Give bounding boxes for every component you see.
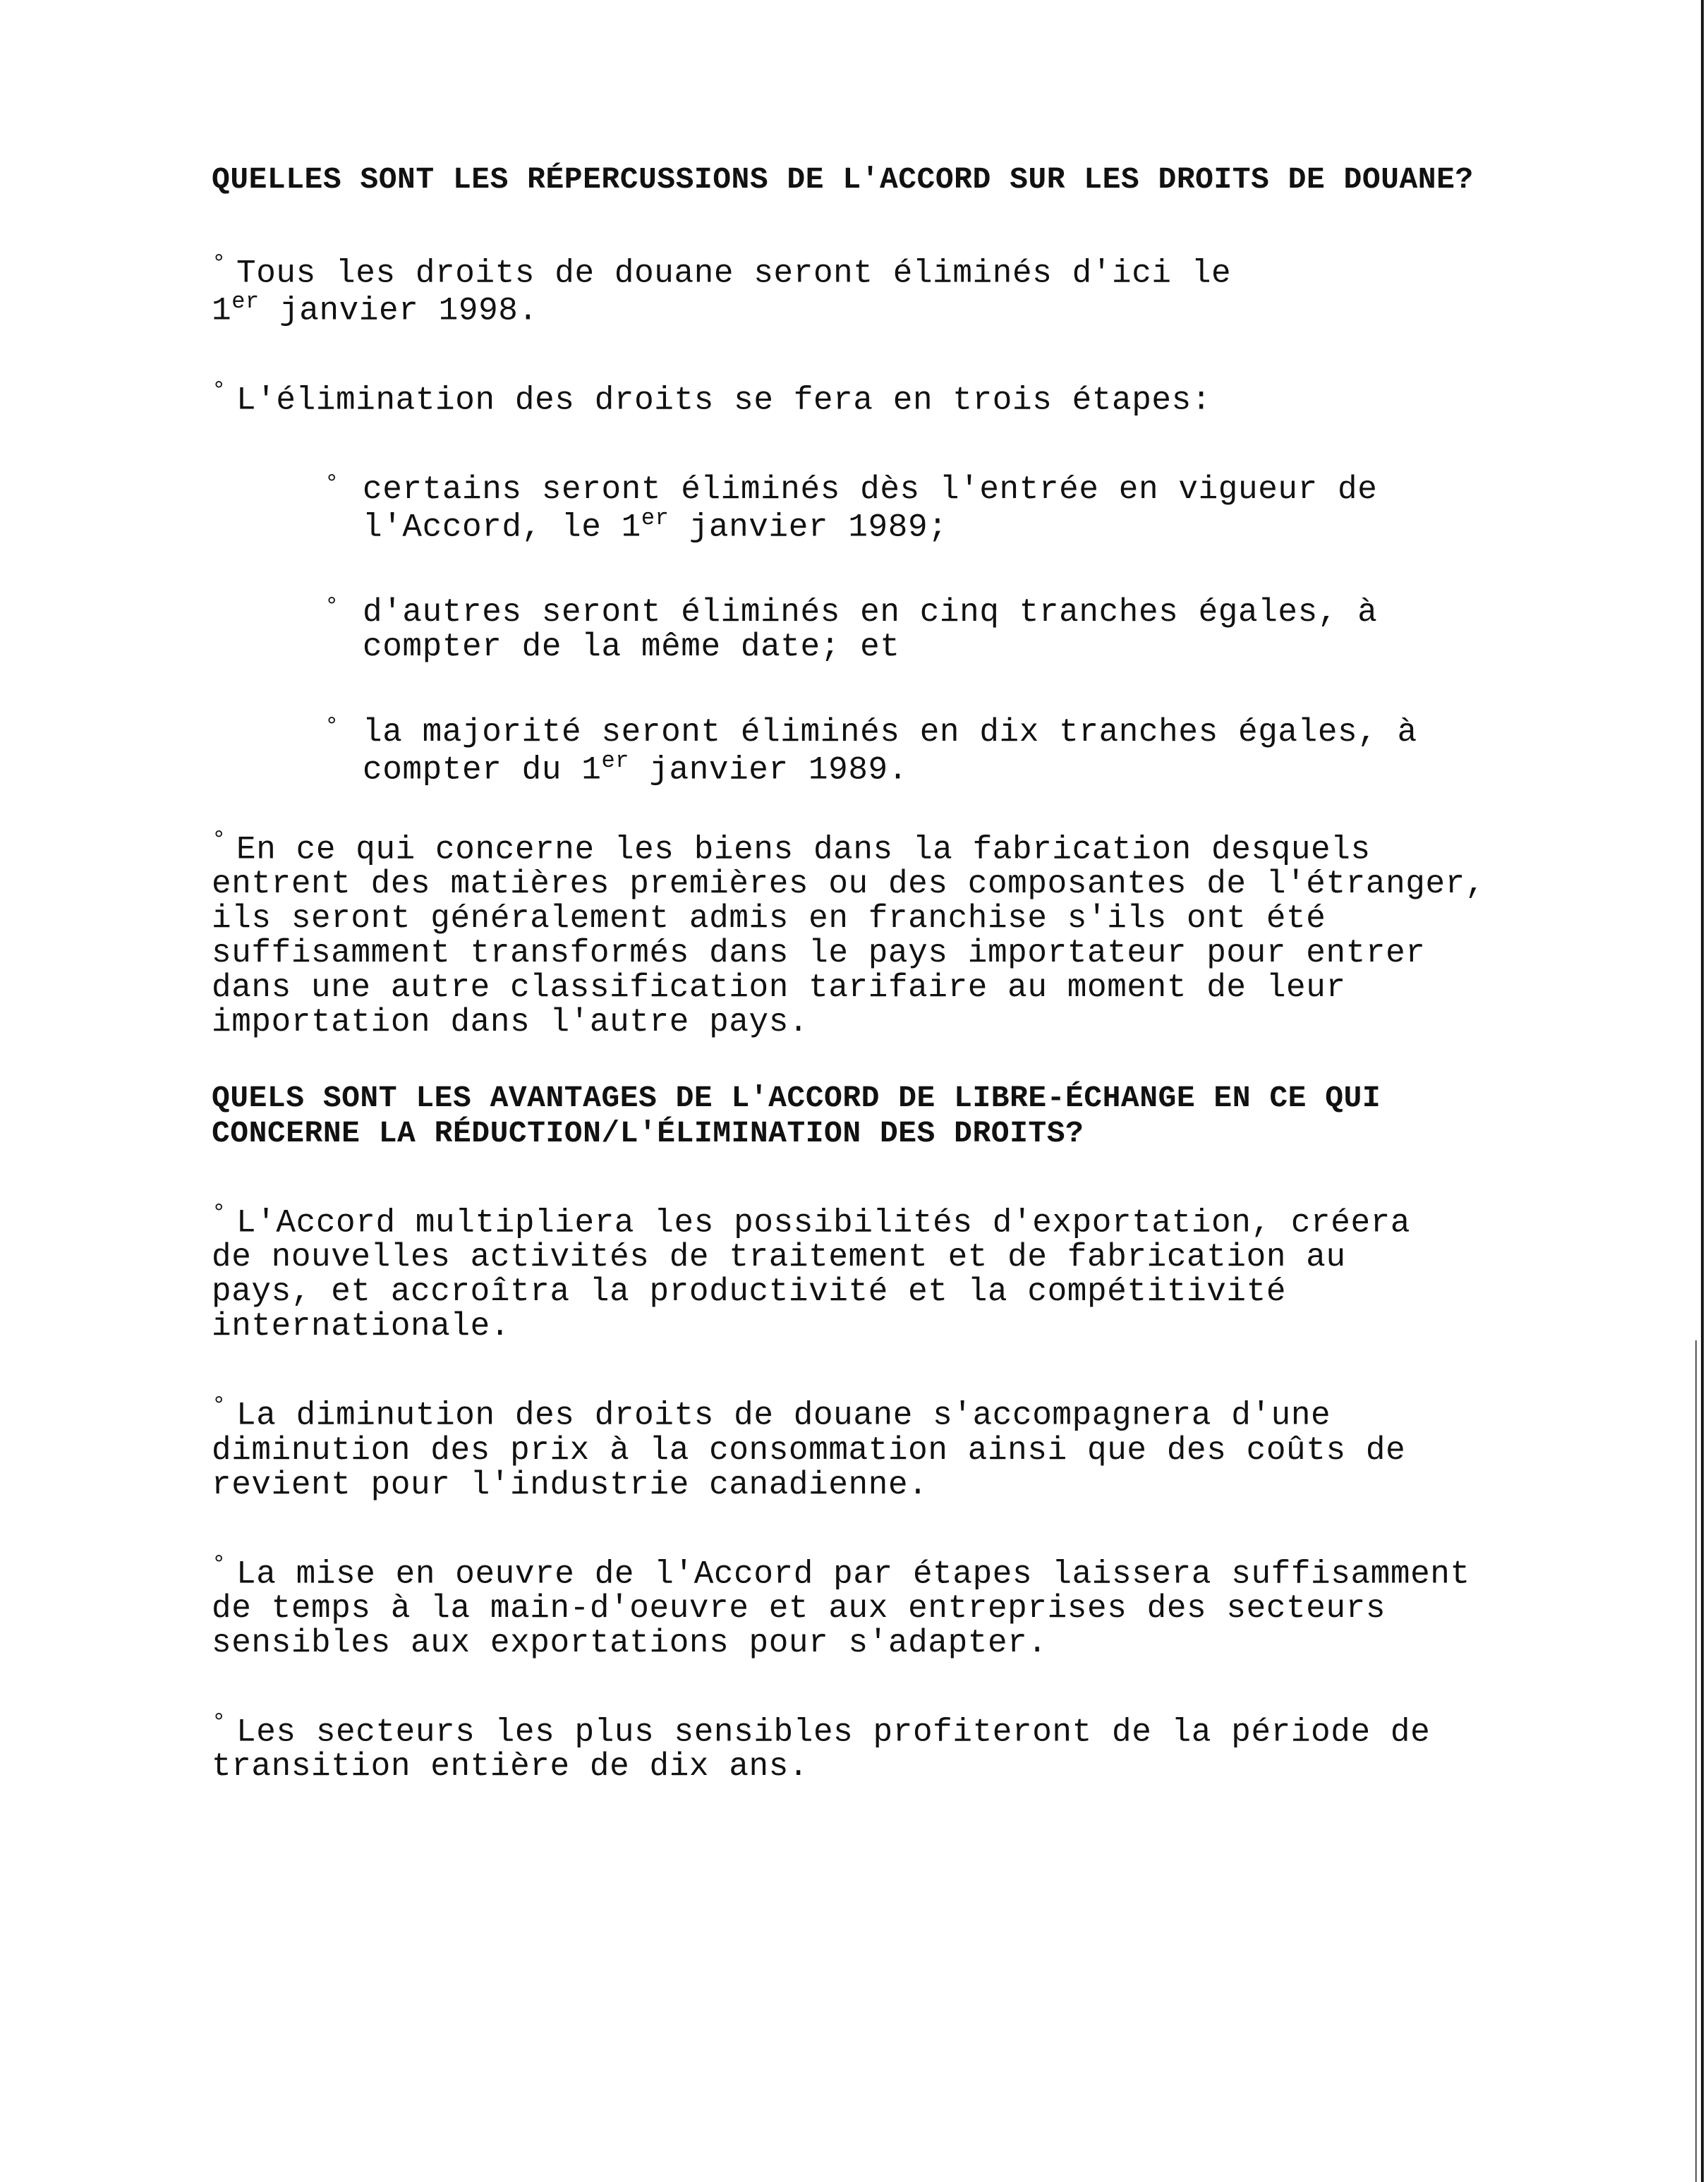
bullet-text: Les secteurs les plus sensibles profiteront de la période de transition entière de dix ans. (212, 1714, 1431, 1786)
bullet-mark: ° (325, 714, 340, 741)
section1-subitem3 (325, 715, 1510, 787)
bullet-text: certains seront éliminés dès l'entrée en vigueur de (363, 471, 1378, 508)
section1-heading: QUELLES SONT LES RÉPERCUSSIONS DE L'ACCORD SUR LES DROITS DE DOUANE? (212, 162, 1474, 197)
page-edge-shadow (1701, 0, 1704, 2182)
bullet-text: janvier 1989. (629, 751, 908, 789)
bullet-text: En ce qui concerne les biens dans la fabrication desquels entrent des matières premières ou des composantes de l'étranger, ils seront généralement admis en franchise s'ils ont été suffisamment transformés dans le pays importateur pour entrer dans une autre classification tarifaire au moment de leur importation dans l'autre pays. (212, 830, 1486, 1041)
bullet-text: Tous les droits de douane seront éliminés d'ici le (236, 255, 1232, 292)
bullet-text: L'Accord multipliera les possibilités d'exportation, créera de nouvelles activités de traitement et de fabrication au pays, et accroîtra la productivité et la compétitivité internationale. (212, 1204, 1411, 1345)
bullet-mark: ° (325, 594, 340, 622)
section1-bullet1 (212, 253, 1510, 329)
section1-subitem2 (325, 595, 1510, 665)
section2-bullet4 (212, 1711, 1496, 1784)
bullet-mark: ° (212, 1393, 227, 1421)
section2-bullet1 (212, 1202, 1411, 1344)
section2-heading: QUELS SONT LES AVANTAGES DE L'ACCORD DE LIBRE-ÉCHANGE EN CE QUI CONCERNE LA RÉDUCTION/L'ÉLIMINATION DES DROITS? (212, 1080, 1381, 1151)
bullet-text: la majorité seront éliminés en dix tranches égales, à (363, 714, 1417, 751)
bullet-text: compter du 1 (363, 751, 602, 789)
section2-bullet2 (212, 1395, 1496, 1502)
bullet-mark: ° (212, 1200, 227, 1228)
bullet-text: l'Accord, le 1 (363, 509, 641, 546)
bullet-text: janvier 1989; (669, 509, 948, 546)
bullet-mark: ° (212, 377, 227, 405)
section1-bullet3 (212, 829, 1496, 1040)
section2-bullet3 (212, 1553, 1496, 1661)
bullet-text: 1 (212, 292, 232, 329)
bullet-mark: ° (212, 251, 227, 278)
superscript: er (231, 289, 260, 315)
superscript: er (641, 504, 670, 531)
bullet-mark: ° (212, 1551, 227, 1579)
bullet-mark: ° (212, 1709, 227, 1737)
bullet-text: La diminution des droits de douane s'accompagnera d'une diminution des prix à la consommation ainsi que des coûts de revient pour l'industrie canadienne. (212, 1397, 1406, 1503)
bullet-mark: ° (212, 827, 227, 854)
superscript: er (601, 748, 630, 775)
document-body (212, 162, 1510, 1784)
section1-bullet2 (212, 377, 1510, 418)
page-edge-line (1695, 1340, 1697, 2182)
bullet-text: janvier 1998. (259, 292, 538, 329)
bullet-text: La mise en oeuvre de l'Accord par étapes laissera suffisamment de temps à la main-d'oeuvre et aux entreprises des secteurs sensibles aux exportations pour s'adapter. (212, 1555, 1470, 1661)
section1-subitem1 (325, 473, 1510, 545)
bullet-text: L'élimination des droits se fera en trois étapes: (236, 381, 1212, 418)
bullet-mark: ° (325, 471, 340, 498)
bullet-text: d'autres seront éliminés en cinq tranches égales, à compter de la même date; et (363, 594, 1378, 666)
